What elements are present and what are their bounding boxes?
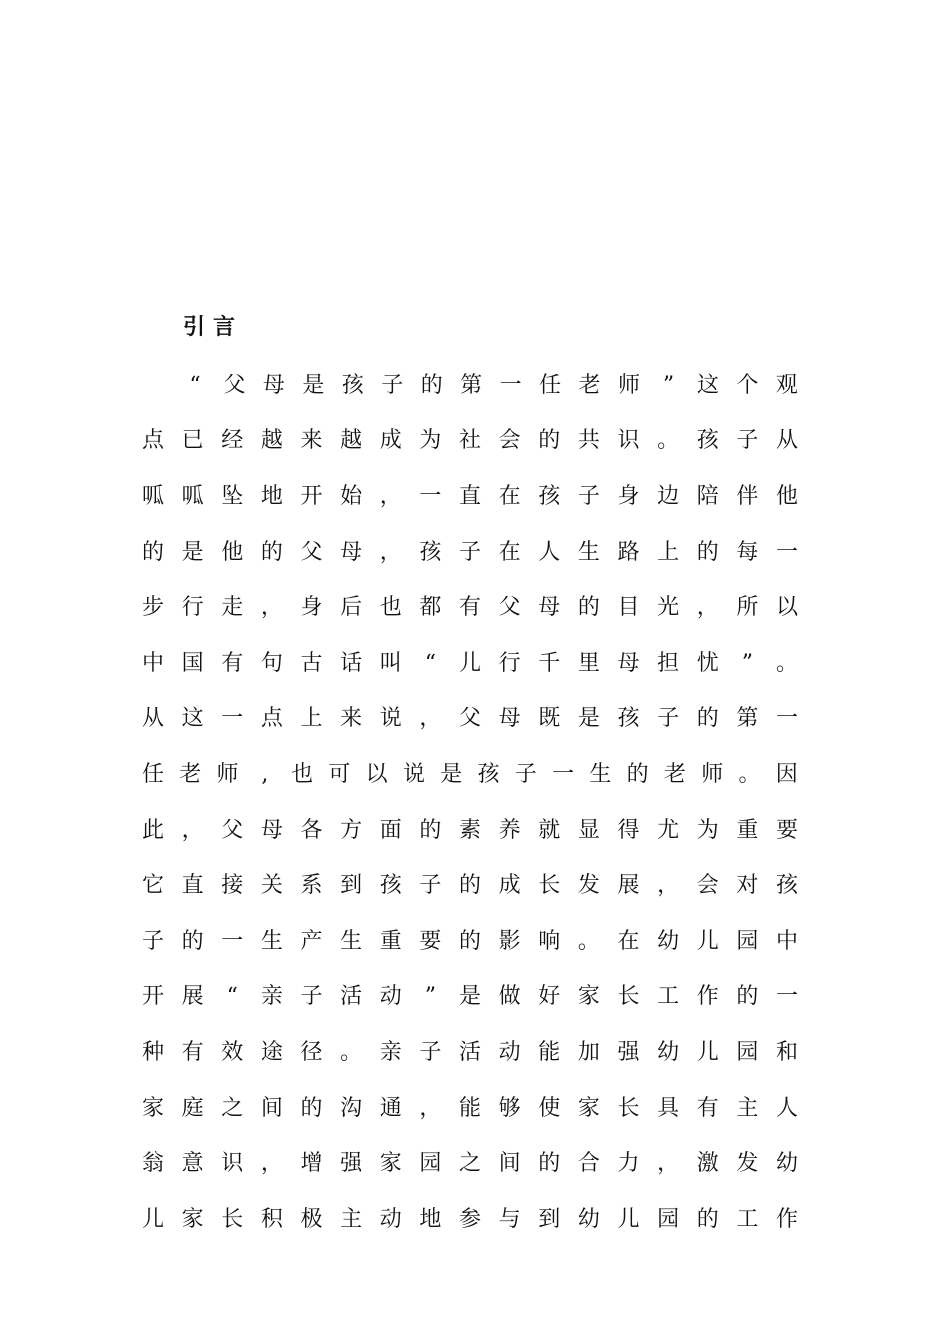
text-char: 老	[179, 761, 202, 787]
text-char: 园	[419, 1151, 442, 1177]
text-char: 各	[300, 817, 323, 843]
text-char: 展	[617, 873, 640, 899]
text-line	[140, 970, 800, 1026]
text-char: 从	[775, 428, 798, 454]
text-char: 幼	[577, 1206, 600, 1232]
text-char: 直	[458, 483, 481, 509]
text-char: 的	[420, 372, 443, 398]
text-char: 以	[365, 761, 388, 787]
text-char: 里	[577, 650, 600, 676]
text-char: ，	[419, 706, 442, 732]
text-char: 师	[617, 372, 640, 398]
text-char: 一	[419, 483, 442, 509]
text-char: 展	[181, 984, 204, 1010]
text-char: ，	[181, 817, 204, 843]
text-char: 人	[775, 1095, 798, 1121]
text-char: 的	[419, 817, 442, 843]
text-char: 可	[328, 761, 351, 787]
text-char: 力	[617, 1151, 640, 1177]
text-char: 说	[379, 706, 402, 732]
text-char: 子	[419, 873, 442, 899]
text-line	[140, 636, 800, 692]
text-char: 养	[498, 817, 521, 843]
text-line	[140, 747, 800, 803]
text-char: 识	[617, 428, 640, 454]
text-char: 成	[379, 428, 402, 454]
text-line	[140, 469, 800, 525]
text-char: 是	[181, 539, 204, 565]
text-char: 担	[657, 650, 680, 676]
text-char: 生	[260, 928, 283, 954]
text-char: 母	[340, 539, 363, 565]
text-char: 古	[300, 650, 323, 676]
text-char: 发	[577, 873, 600, 899]
text-char: 行	[498, 650, 521, 676]
text-char: 家	[577, 1095, 600, 1121]
text-char: 有	[221, 650, 244, 676]
text-char: 的	[458, 873, 481, 899]
text-char: 这	[181, 706, 204, 732]
text-char: 上	[657, 539, 680, 565]
text-char: 接	[221, 873, 244, 899]
text-char: 生	[340, 928, 363, 954]
text-char: 。	[577, 928, 600, 954]
text-char: 增	[300, 1151, 323, 1177]
text-char: 儿	[458, 650, 481, 676]
text-char: 。	[340, 1039, 363, 1065]
text-char: 与	[498, 1206, 521, 1232]
text-char: 母	[262, 372, 285, 398]
text-char: 成	[498, 873, 521, 899]
text-char: 共	[577, 428, 600, 454]
text-char: 上	[300, 706, 323, 732]
text-line	[140, 525, 800, 581]
text-char: 母	[538, 595, 561, 621]
text-char: 是	[440, 761, 463, 787]
text-char: 效	[221, 1039, 244, 1065]
text-char: 作	[696, 984, 719, 1010]
text-char: 他	[775, 483, 798, 509]
text-char: 孩	[341, 372, 364, 398]
text-char: 到	[538, 1206, 561, 1232]
text-line	[140, 858, 800, 914]
text-char: 有	[696, 1095, 719, 1121]
text-char: 父	[458, 706, 481, 732]
text-char: 是	[577, 706, 600, 732]
text-char: 方	[340, 817, 363, 843]
text-char: 孩	[379, 873, 402, 899]
text-char: 家	[141, 1095, 164, 1121]
text-char: ”	[424, 984, 436, 1010]
text-char: 家	[379, 1151, 402, 1177]
text-char: 响	[538, 928, 561, 954]
text-char: 父	[498, 595, 521, 621]
text-char: 来	[340, 706, 363, 732]
text-char: 的	[626, 761, 649, 787]
text-char: 和	[775, 1039, 798, 1065]
text-char: 动	[379, 1206, 402, 1232]
text-char: 途	[260, 1039, 283, 1065]
text-char: 在	[498, 539, 521, 565]
text-char: 园	[657, 1206, 680, 1232]
text-char: 激	[696, 1151, 719, 1177]
text-char: 儿	[696, 1039, 719, 1065]
text-char: 越	[260, 428, 283, 454]
text-char: 的	[458, 928, 481, 954]
body-paragraph	[140, 358, 800, 1248]
text-char: 来	[300, 428, 323, 454]
text-char: 能	[458, 1095, 481, 1121]
text-char: 参	[458, 1206, 481, 1232]
text-char: 活	[340, 984, 363, 1010]
text-char: 它	[141, 873, 164, 899]
text-char: 呱	[181, 483, 204, 509]
text-char: 亲	[379, 1039, 402, 1065]
text-char: 够	[498, 1095, 521, 1121]
text-char: 幼	[775, 1151, 798, 1177]
text-char: 的	[538, 1151, 561, 1177]
text-char: 以	[775, 595, 798, 621]
text-char: 一	[552, 761, 575, 787]
text-char: 长	[617, 1095, 640, 1121]
text-char: “	[226, 984, 238, 1010]
text-char: 加	[577, 1039, 600, 1065]
text-char: 翁	[141, 1151, 164, 1177]
text-char: 孩	[617, 706, 640, 732]
text-char: 说	[402, 761, 425, 787]
text-char: 合	[577, 1151, 600, 1177]
text-char: “	[424, 650, 436, 676]
text-line	[140, 358, 800, 414]
text-char: ”	[741, 650, 753, 676]
text-char: 地	[419, 1206, 442, 1232]
text-char: 千	[538, 650, 561, 676]
text-char: 做	[498, 984, 521, 1010]
text-char: 幼	[657, 928, 680, 954]
text-char: 经	[221, 428, 244, 454]
text-char: 儿	[617, 1206, 640, 1232]
text-char: 所	[736, 595, 759, 621]
text-char: 一	[775, 984, 798, 1010]
text-char: 师	[216, 761, 239, 787]
text-line	[140, 1136, 800, 1192]
text-char: ,	[261, 761, 269, 787]
text-char: 生	[577, 539, 600, 565]
text-char: 开	[141, 984, 164, 1010]
text-char: 直	[181, 873, 204, 899]
text-line	[140, 914, 800, 970]
text-char: 径	[300, 1039, 323, 1065]
text-char: 坠	[221, 483, 244, 509]
text-char: 关	[260, 873, 283, 899]
text-char: 的	[300, 1095, 323, 1121]
text-char: 是	[458, 984, 481, 1010]
text-char: 对	[736, 873, 759, 899]
text-char: 在	[617, 928, 640, 954]
text-char: 系	[300, 873, 323, 899]
text-char: 为	[696, 817, 719, 843]
text-char: 积	[260, 1206, 283, 1232]
text-char: 家	[181, 1206, 204, 1232]
text-char: 亲	[260, 984, 283, 1010]
text-char: 通	[379, 1095, 402, 1121]
text-char: 发	[736, 1151, 759, 1177]
text-char: ，	[379, 539, 402, 565]
text-char: 子	[381, 372, 404, 398]
text-char: 主	[736, 1095, 759, 1121]
text-char: 叫	[379, 650, 402, 676]
text-char: 得	[617, 817, 640, 843]
text-char: 子	[514, 761, 537, 787]
text-char: ，	[260, 595, 283, 621]
text-char: 的	[577, 595, 600, 621]
text-char: 始	[340, 483, 363, 509]
text-char: 之	[221, 1095, 244, 1121]
text-line	[140, 692, 800, 748]
text-char: 尤	[657, 817, 680, 843]
text-char: 父	[300, 539, 323, 565]
text-char: 光	[657, 595, 680, 621]
text-char: 一	[775, 539, 798, 565]
text-char: 子	[458, 539, 481, 565]
text-char: 具	[657, 1095, 680, 1121]
text-char: 呱	[141, 483, 164, 509]
text-char: 能	[538, 1039, 561, 1065]
text-char: ，	[419, 1095, 442, 1121]
text-char: 个	[736, 372, 759, 398]
text-char: 园	[736, 1039, 759, 1065]
text-char: 身	[617, 483, 640, 509]
text-char: 子	[736, 428, 759, 454]
text-char: 因	[775, 761, 798, 787]
text-char: 孩	[538, 483, 561, 509]
text-char: 走	[221, 595, 244, 621]
text-char: 要	[419, 928, 442, 954]
text-char: 好	[538, 984, 561, 1010]
text-char: ，	[657, 873, 680, 899]
text-char: 活	[458, 1039, 481, 1065]
text-char: 长	[221, 1206, 244, 1232]
text-char: 。	[657, 428, 680, 454]
text-char: 第	[736, 706, 759, 732]
text-char: 一	[499, 372, 522, 398]
text-char: 身	[300, 595, 323, 621]
text-char: 的	[696, 539, 719, 565]
text-char: 后	[340, 595, 363, 621]
text-char: 中	[141, 650, 164, 676]
text-char: 在	[498, 483, 521, 509]
text-char: 儿	[696, 928, 719, 954]
text-char: 到	[340, 873, 363, 899]
text-char: 长	[617, 984, 640, 1010]
text-char: 越	[340, 428, 363, 454]
text-char: 的	[260, 539, 283, 565]
text-char: 父	[221, 817, 244, 843]
text-char: 的	[696, 1206, 719, 1232]
text-char: 子	[657, 706, 680, 732]
text-char: 孩	[419, 539, 442, 565]
text-char: 师	[701, 761, 724, 787]
text-line	[140, 1192, 800, 1248]
text-char: 既	[538, 706, 561, 732]
text-char: 地	[260, 483, 283, 509]
text-char: 他	[221, 539, 244, 565]
text-line	[140, 1025, 800, 1081]
text-char: 影	[498, 928, 521, 954]
text-char: 国	[181, 650, 204, 676]
text-char: 幼	[657, 1039, 680, 1065]
text-char: 强	[340, 1151, 363, 1177]
text-char: 显	[577, 817, 600, 843]
text-char: 面	[379, 817, 402, 843]
text-char: 边	[657, 483, 680, 509]
text-char: 中	[775, 928, 798, 954]
text-char: 母	[260, 817, 283, 843]
text-char: 园	[736, 928, 759, 954]
text-char: ，	[260, 1151, 283, 1177]
text-char: 庭	[181, 1095, 204, 1121]
text-char: 。	[738, 761, 761, 787]
text-line	[140, 1081, 800, 1137]
text-char: 孩	[696, 428, 719, 454]
text-char: 第	[460, 372, 483, 398]
text-char: 工	[736, 1206, 759, 1232]
text-line	[140, 414, 800, 470]
text-char: 老	[578, 372, 601, 398]
text-char: 的	[181, 928, 204, 954]
text-char: 间	[498, 1151, 521, 1177]
section-heading: 引言	[183, 314, 244, 340]
text-char: 句	[260, 650, 283, 676]
text-char: 之	[458, 1151, 481, 1177]
text-char: 是	[302, 372, 325, 398]
text-char: 产	[300, 928, 323, 954]
text-char: 的	[736, 984, 759, 1010]
text-char: 子	[141, 928, 164, 954]
text-char: 孩	[477, 761, 500, 787]
text-char: 步	[141, 595, 164, 621]
text-char: 种	[141, 1039, 164, 1065]
text-char: ”	[662, 372, 675, 398]
text-char: 子	[577, 483, 600, 509]
text-char: 点	[260, 706, 283, 732]
text-char: 间	[260, 1095, 283, 1121]
text-char: 话	[340, 650, 363, 676]
text-char: 有	[458, 595, 481, 621]
text-char: “	[189, 372, 201, 398]
text-char: 任	[539, 372, 562, 398]
text-char: 陪	[696, 483, 719, 509]
text-char: 一	[775, 706, 798, 732]
text-char: 的	[141, 539, 164, 565]
text-char: 一	[221, 706, 244, 732]
text-char: 的	[538, 428, 561, 454]
text-char: 伴	[736, 483, 759, 509]
text-char: 开	[300, 483, 323, 509]
text-char: 孩	[775, 873, 798, 899]
text-char: 观	[775, 372, 798, 398]
text-char: 意	[181, 1151, 204, 1177]
text-char: 家	[577, 984, 600, 1010]
text-char: 使	[538, 1095, 561, 1121]
text-char: 动	[379, 984, 402, 1010]
text-char: 父	[223, 372, 246, 398]
text-char: 也	[291, 761, 314, 787]
text-char: 一	[221, 928, 244, 954]
text-char: ，	[379, 483, 402, 509]
text-char: 主	[340, 1206, 363, 1232]
text-char: 子	[419, 1039, 442, 1065]
text-char: 重	[736, 817, 759, 843]
text-char: 子	[300, 984, 323, 1010]
text-char: 目	[617, 595, 640, 621]
text-char: 忧	[696, 650, 719, 676]
text-char: 社	[458, 428, 481, 454]
text-char: 素	[458, 817, 481, 843]
text-char: 人	[538, 539, 561, 565]
text-char: 也	[379, 595, 402, 621]
text-char: 儿	[141, 1206, 164, 1232]
text-char: 极	[300, 1206, 323, 1232]
text-char: 为	[419, 428, 442, 454]
text-char: 作	[775, 1206, 798, 1232]
text-char: 。	[775, 650, 798, 676]
text-char: 从	[141, 706, 164, 732]
text-char: 长	[538, 873, 561, 899]
text-line	[140, 803, 800, 859]
text-char: 这	[696, 372, 719, 398]
text-char: 行	[181, 595, 204, 621]
text-char: 工	[657, 984, 680, 1010]
text-char: 强	[617, 1039, 640, 1065]
text-char: 动	[498, 1039, 521, 1065]
text-char: 都	[419, 595, 442, 621]
text-char: 识	[221, 1151, 244, 1177]
text-char: 母	[617, 650, 640, 676]
text-char: 任	[141, 761, 164, 787]
text-char: 沟	[340, 1095, 363, 1121]
text-char: 重	[379, 928, 402, 954]
text-char: 已	[181, 428, 204, 454]
text-char: ，	[657, 1151, 680, 1177]
text-char: 路	[617, 539, 640, 565]
text-char: 会	[696, 873, 719, 899]
text-char: 就	[538, 817, 561, 843]
text-char: 会	[498, 428, 521, 454]
text-char: 要	[775, 817, 798, 843]
text-char: 生	[589, 761, 612, 787]
text-char: 每	[736, 539, 759, 565]
text-char: 老	[663, 761, 686, 787]
text-char: 的	[696, 706, 719, 732]
text-char: 母	[498, 706, 521, 732]
text-char: 点	[141, 428, 164, 454]
text-char: 此	[141, 817, 164, 843]
text-char: ，	[696, 595, 719, 621]
text-line	[140, 580, 800, 636]
text-char: 有	[181, 1039, 204, 1065]
